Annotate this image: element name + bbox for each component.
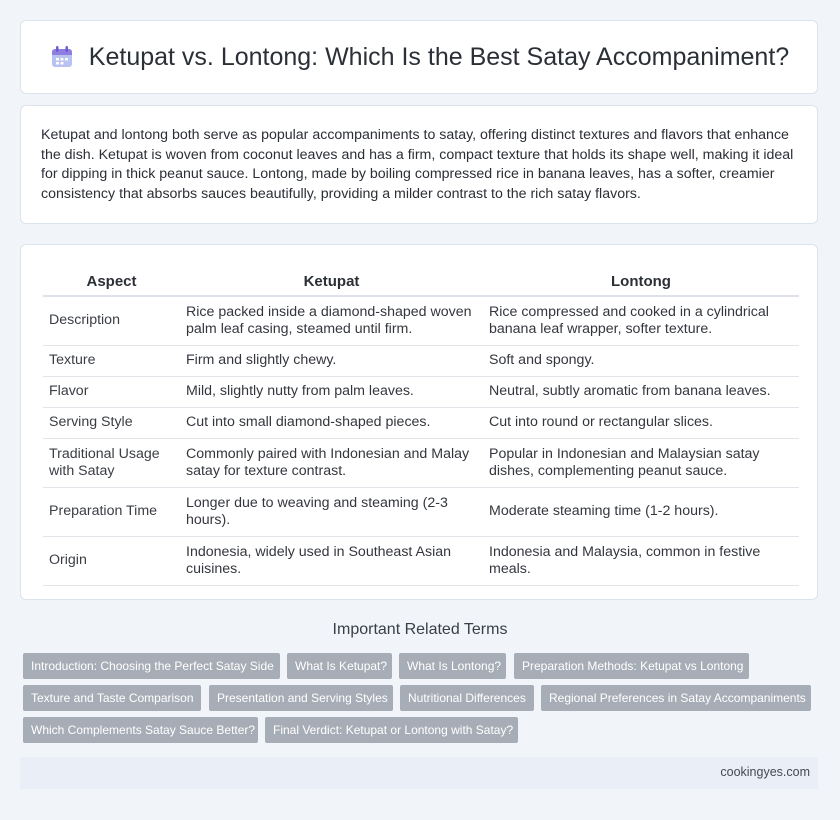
row-lontong: Neutral, subtly aromatic from banana leaves. — [483, 377, 799, 408]
row-ketupat: Longer due to weaving and steaming (2-3 hours). — [180, 488, 483, 537]
table-row — [43, 297, 799, 346]
intro-card — [20, 105, 818, 224]
related-term-tag[interactable]: Introduction: Choosing the Perfect Satay Side — [23, 653, 280, 679]
row-aspect: Origin — [43, 537, 180, 586]
footer — [20, 757, 818, 789]
calendar-icon — [49, 44, 75, 70]
related-term-tag[interactable]: Nutritional Differences — [400, 685, 534, 711]
row-aspect: Texture — [43, 346, 180, 377]
page-title — [49, 43, 789, 72]
row-ketupat: Commonly paired with Indonesian and Malay satay for texture contrast. — [180, 439, 483, 488]
row-lontong: Moderate steaming time (1-2 hours). — [483, 488, 799, 537]
related-term-tag[interactable]: What Is Ketupat? — [287, 653, 392, 679]
header-ketupat: Ketupat — [180, 265, 483, 297]
row-ketupat: Indonesia, widely used in Southeast Asian cuisines. — [180, 537, 483, 586]
row-ketupat: Firm and slightly chewy. — [180, 346, 483, 377]
title-card — [20, 20, 818, 94]
row-aspect: Traditional Usage with Satay — [43, 439, 180, 488]
intro-paragraph: Ketupat and lontong both serve as popular accompaniments to satay, offering distinct textures and flavors that enhance the dish. Ketupat is woven from coconut leaves and has a firm, compact texture that holds its shape well, making it ideal for dipping in thick peanut sauce. Lontong, made by boiling compressed rice in banana leaves, has a softer, creamier consistency that absorbs sauces beautifully, providing a milder contrast to the rich satay flavors. — [41, 127, 794, 202]
page-title-text: Ketupat vs. Lontong: Which Is the Best Satay Accompaniment? — [88, 42, 790, 71]
row-lontong: Popular in Indonesian and Malaysian satay dishes, complementing peanut sauce. — [483, 439, 799, 488]
row-ketupat: Rice packed inside a diamond-shaped woven palm leaf casing, steamed until firm. — [180, 297, 483, 346]
table-header-row — [43, 265, 799, 297]
row-lontong: Indonesia and Malaysia, common in festive meals. — [483, 537, 799, 586]
table-row — [43, 346, 799, 377]
table-row — [43, 377, 799, 408]
related-terms-title: Important Related Terms — [332, 621, 508, 638]
header-aspect: Aspect — [43, 265, 180, 297]
row-aspect: Serving Style — [43, 408, 180, 439]
row-ketupat: Mild, slightly nutty from palm leaves. — [180, 377, 483, 408]
related-term-tag[interactable]: Which Complements Satay Sauce Better? — [23, 717, 258, 743]
related-term-tag[interactable]: What Is Lontong? — [399, 653, 506, 679]
related-term-tag[interactable]: Regional Preferences in Satay Accompaniments — [541, 685, 811, 711]
row-lontong: Soft and spongy. — [483, 346, 799, 377]
header-lontong: Lontong — [483, 265, 799, 297]
row-aspect: Flavor — [43, 377, 180, 408]
related-term-tag[interactable]: Final Verdict: Ketupat or Lontong with Satay? — [265, 717, 518, 743]
comparison-card — [20, 244, 818, 600]
table-row — [43, 537, 799, 586]
row-ketupat: Cut into small diamond-shaped pieces. — [180, 408, 483, 439]
footer-site-name: cookingyes.com — [720, 765, 810, 779]
table-row — [43, 488, 799, 537]
row-aspect: Description — [43, 297, 180, 346]
row-aspect: Preparation Time — [43, 488, 180, 537]
row-lontong: Cut into round or rectangular slices. — [483, 408, 799, 439]
comparison-table — [43, 265, 799, 586]
table-row — [43, 439, 799, 488]
related-term-tag[interactable]: Texture and Taste Comparison — [23, 685, 201, 711]
row-lontong: Rice compressed and cooked in a cylindrical banana leaf wrapper, softer texture. — [483, 297, 799, 346]
table-row — [43, 408, 799, 439]
related-term-tag[interactable]: Preparation Methods: Ketupat vs Lontong — [514, 653, 749, 679]
related-term-tag[interactable]: Presentation and Serving Styles — [209, 685, 393, 711]
